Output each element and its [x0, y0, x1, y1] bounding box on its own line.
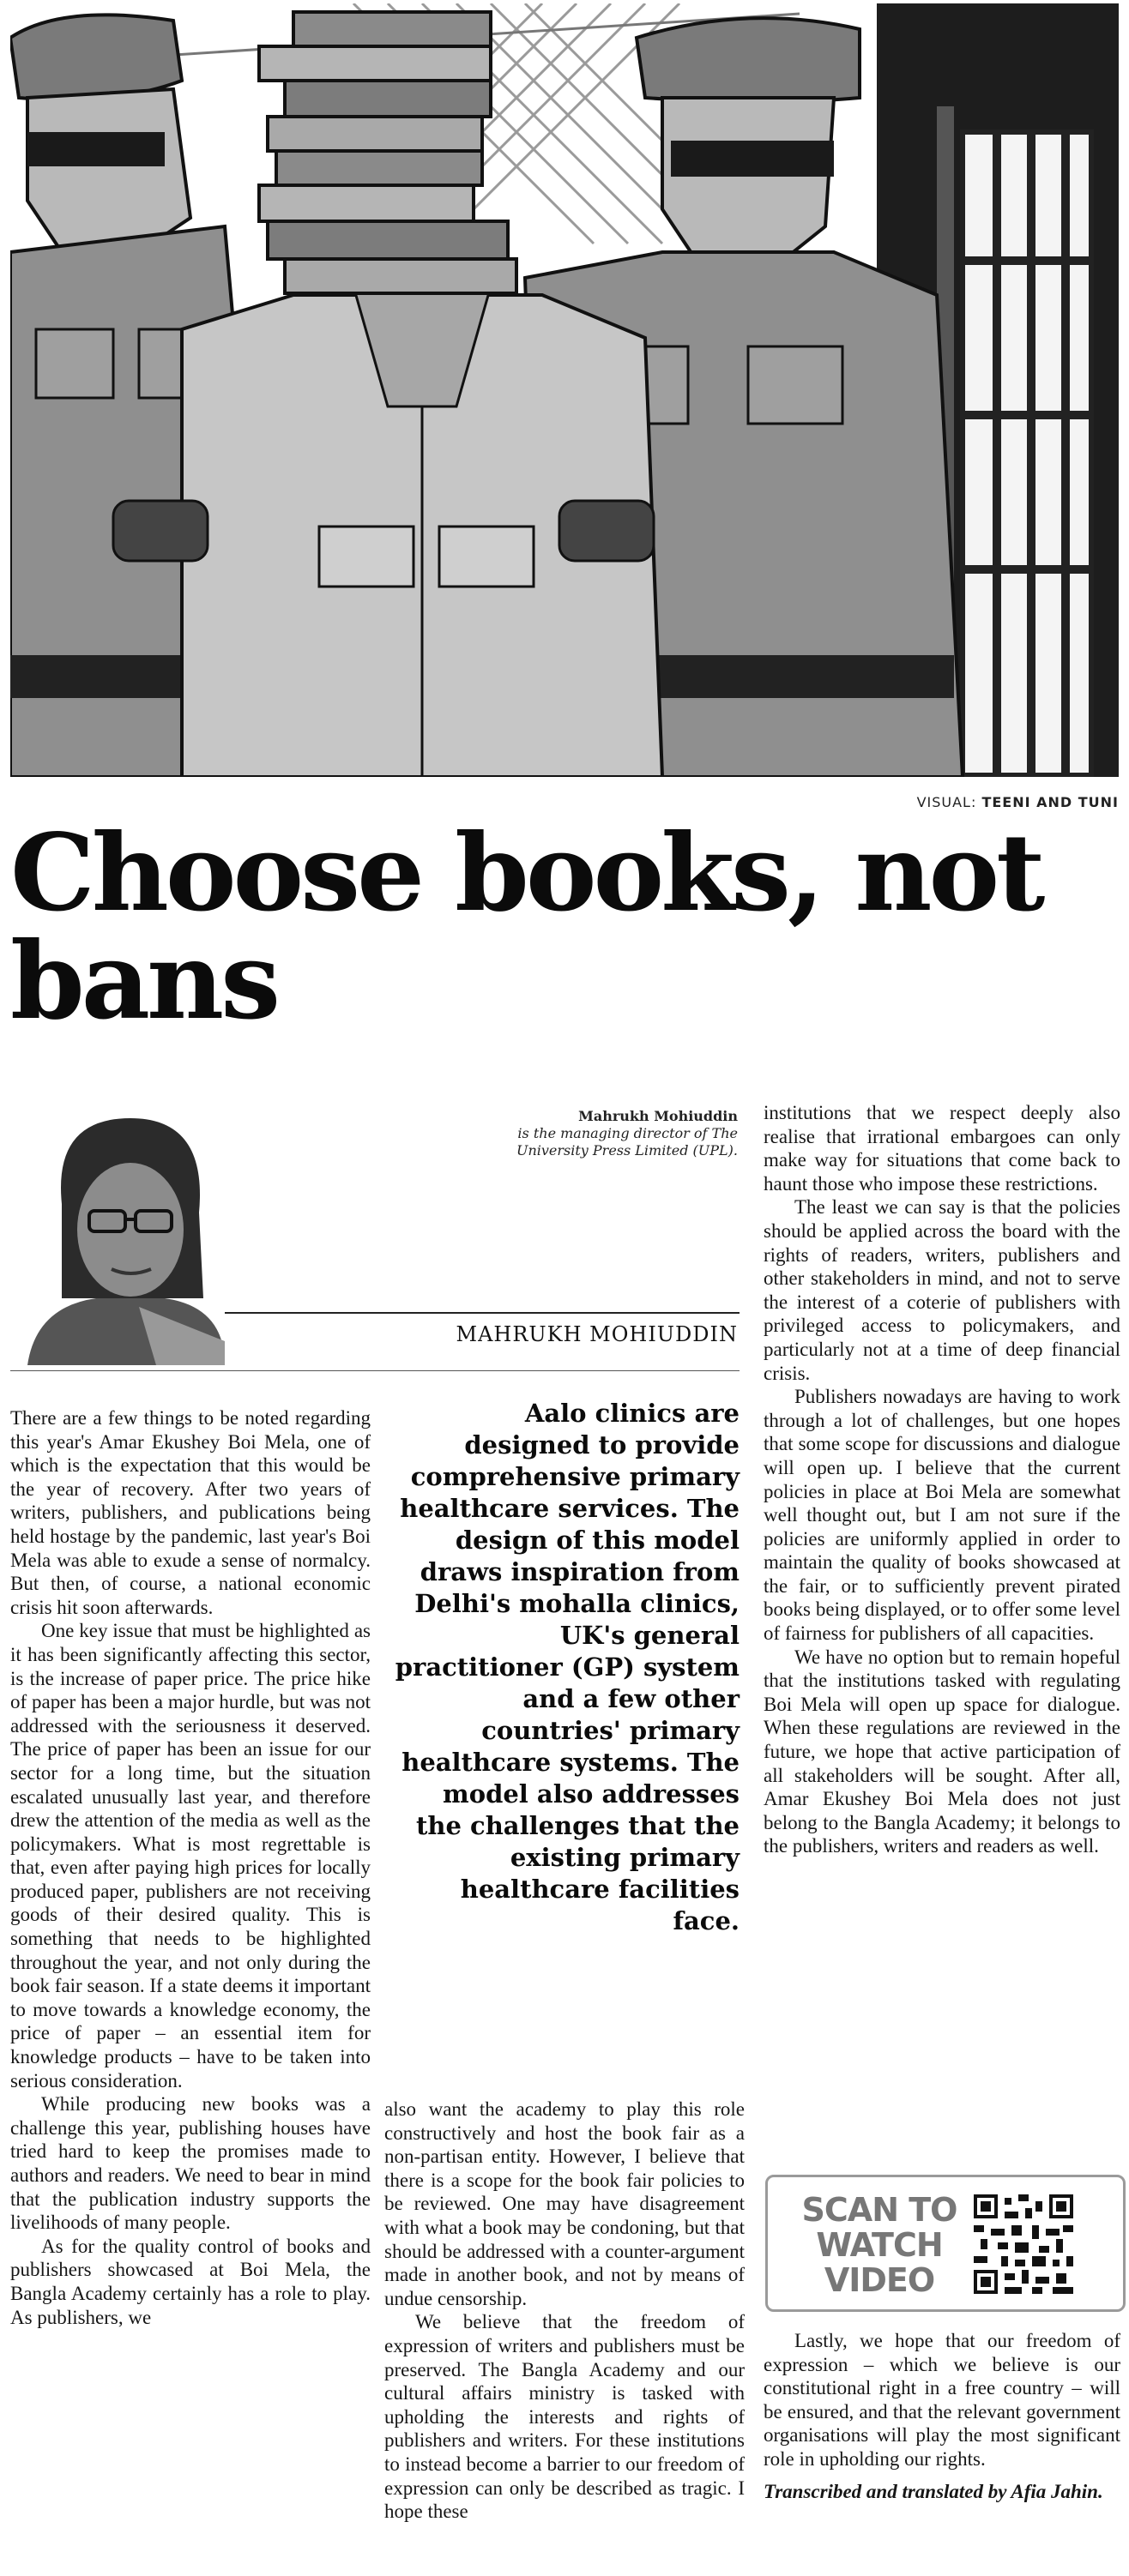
author-portrait [10, 1101, 225, 1365]
author-note-line1: is the managing director of The [517, 1125, 738, 1141]
author-photo [10, 1101, 225, 1365]
illustration-image [10, 3, 1119, 777]
pull-quote: Aalo clinics are designed to provide comprehensive primary healthcare services. The design of this model draws inspiration from Delhi's mohalla clinics, UK's general practitioner (GP) system and a few other countries' primary healthcare systems. The model also addresses the challenges that the existing primary healthcare facilities face. [395, 1399, 740, 1935]
photo-divider [10, 1370, 740, 1371]
scan-label-line2: WATCH [816, 2226, 943, 2264]
paragraph: Publishers nowadays are having to work through a lot of challenges, but one hopes that some scope for discussions and dialogue will open up. I believe that the current policies in place at Boi Mela are somewhat well thought out, but I am not sure if the policies are uniformly applied in order to maintain the quality of books showcased at the fair, or to sufficiently prevent pirated books being displayed, or to offer some level of fairness for publishers of all capacities. [764, 1386, 1120, 1645]
illustration-credit [917, 794, 1119, 810]
credit-names: TEENI AND TUNI [981, 794, 1119, 810]
paragraph: We believe that the freedom of expression of writers and publishers must be preserved. The Bangla Academy and our cultural affairs ministry is tasked with upholding the interests and rights of publishers and writers. For these institutions to instead become a barrier to our freedom of expression can only be described as tragic. I hope these [384, 2311, 745, 2523]
transcription-credit: Transcribed and translated by Afia Jahin. [764, 2480, 1103, 2502]
paragraph: institutions that we respect deeply also realise that irrational embargoes can only make way for situations that come back to haunt those who impose these restrictions. [764, 1102, 1120, 1195]
author-note-line2: University Press Limited (UPL). [516, 1142, 738, 1159]
article-illustration [10, 3, 1119, 777]
byline-divider [225, 1312, 740, 1314]
author-byline: MAHRUKH MOHIUDDIN [456, 1322, 738, 1346]
paragraph: There are a few things to be noted regarding this year's Amar Ekushey Boi Mela, one of which is the expectation that this would be the year of recovery. After two years of writers, publishers, and publications being held hostage by the pandemic, last year's Boi Mela was able to exude a sense of normalcy. But then, of course, a national economic crisis hit soon afterwards. [10, 1407, 371, 1618]
paragraph: also want the academy to play this role constructively and host the book fair as a non-partisan entity. However, I believe that there is a scope for the book fair policies to be reviewed. One may have disagreement with what a book may be condoning, but that should be addressed with a counter-argument made in another book, and not by means of undue censorship. [384, 2098, 745, 2309]
article-headline: Choose books, not bans [10, 811, 1042, 1044]
author-note-name: Mahrukh Mohiuddin [578, 1108, 738, 1124]
author-note [480, 1108, 738, 1159]
paragraph: The least we can say is that the policies should be applied across the board with the rights of readers, writers, publishers and other stakeholders in mind, and not to serve the interest of a coterie of publishers with privileged access to policymakers, and particularly not at a time of deep financial crisis. [764, 1196, 1120, 1384]
paragraph: As for the quality control of books and publishers showcased at Boi Mela, the Bangla Academy certainly has a role to play. As publishers, we [10, 2235, 371, 2328]
scan-to-watch-video-box[interactable] [765, 2175, 1126, 2312]
body-column-4 [764, 2329, 1120, 2503]
scan-label-line3: VIDEO [824, 2261, 935, 2299]
body-column-3 [764, 1101, 1120, 1858]
scan-label-line1: SCAN TO [801, 2191, 957, 2229]
scan-label [794, 2193, 965, 2298]
paragraph: While producing new books was a challenge this year, publishing houses have tried hard to keep the promises made to authors and readers. We need to bear in mind that the publication industry supports the livelihoods of many people. [10, 2093, 371, 2234]
body-column-1 [10, 1406, 371, 2329]
qr-code-icon[interactable] [974, 2194, 1073, 2294]
paragraph: Lastly, we hope that our freedom of expression – which we believe is our constitutional right in a free country – will be ensured, and that the relevant government organisations will play the most significant role in upholding our rights. [764, 2330, 1120, 2470]
credit-prefix: VISUAL: [916, 794, 977, 810]
paragraph: We have no option but to remain hopeful that the institutions tasked with regulating Boi Mela will open up space for dialogue. When these regulations are reviewed in the future, we hope that active participation of all stakeholders will be sought. After all, Amar Ekushey Boi Mela does not just belong to the Bangla Academy; it belongs to the publishers, writers and readers as well. [764, 1646, 1120, 1857]
body-column-2 [384, 2098, 745, 2524]
paragraph: One key issue that must be highlighted as it has been significantly affecting this sector, is the increase of paper price. The price hike of paper has been a major hurdle, but was not addressed with the seriousness it deserved. The price of paper has been an issue for our sector for a long time, but the situation escalated unusually last year, and therefore drew the attention of the media as well as the policymakers. What is most regrettable is that, even after paying high prices for locally produced paper, publishers are not receiving goods of their desired quality. This is something that needs to be highlighted throughout the year, and not only during the book fair season. If a state deems it important to move towards a knowledge economy, the price of paper – an essential item for knowledge products – have to be taken into serious consideration. [10, 1620, 371, 2091]
